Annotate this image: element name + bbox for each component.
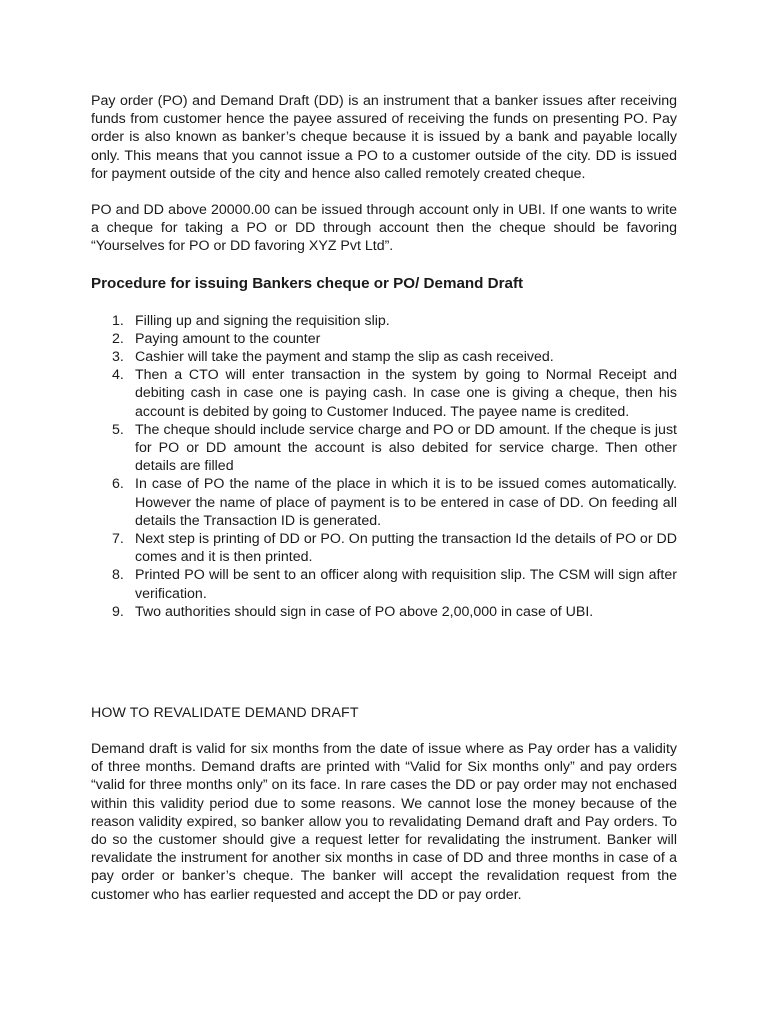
step-text: Printed PO will be sent to an officer along with requisition slip. The CSM will sign after verification.: [135, 567, 677, 602]
step-text: Filling up and signing the requisition slip.: [135, 312, 390, 329]
step-text: Paying amount to the counter: [135, 330, 321, 347]
step-number: 3.: [112, 349, 124, 366]
list-item: [91, 530, 677, 566]
step-text: Two authorities should sign in case of PO above 2,00,000 in case of UBI.: [135, 603, 594, 620]
list-item: [91, 421, 677, 476]
step-text: Then a CTO will enter transaction in the system by going to Normal Receipt and debiting cash in case one is paying cash. In case one is giving a cheque, then his account is debited by going to Customer Induced. The payee name is credited.: [135, 367, 677, 420]
document-page: [91, 92, 677, 903]
step-number: 1.: [112, 312, 124, 329]
procedure-steps-list: [91, 312, 677, 621]
intro-paragraph-1: Pay order (PO) and Demand Draft (DD) is an instrument that a banker issues after receiving funds from customer hence the payee assured of receiving the funds on presenting PO. Pay order is also known as banker’s cheque because it is issued by a bank and payable locally only. This means that you cannot issue a PO to a customer outside of the city. DD is issued for payment outside of the city and hence also called remotely created cheque.: [91, 93, 677, 182]
step-number: 2.: [112, 330, 124, 347]
list-item: [91, 330, 677, 348]
revalidate-paragraph: Demand draft is valid for six months from the date of issue where as Pay order has a validity of three months. Demand drafts are printed with “Valid for Six months only” and pay orders “valid for three months only” on its face. In rare cases the DD or pay order may not enchased within this validity period due to some reasons. We cannot lose the money because of the reason validity expired, so banker allow you to revalidating Demand draft and Pay orders. To do so the customer should give a request letter for revalidating the instrument. Banker will revalidate the instrument for another six months in case of DD and three months in case of a pay order or banker’s cheque. The banker will accept the revalidation request from the customer who has earlier requested and accept the DD or pay order.: [91, 741, 677, 903]
list-item: [91, 366, 677, 421]
step-number: 7.: [112, 531, 124, 548]
step-number: 8.: [112, 567, 124, 584]
list-item: [91, 348, 677, 366]
step-number: 6.: [112, 476, 124, 493]
revalidate-section-title: HOW TO REVALIDATE DEMAND DRAFT: [91, 705, 359, 721]
list-item: [91, 312, 677, 330]
step-text: Cashier will take the payment and stamp the slip as cash received.: [135, 349, 554, 366]
step-number: 9.: [112, 603, 124, 620]
step-number: 4.: [112, 367, 124, 384]
step-number: 5.: [112, 421, 124, 438]
intro-paragraph-2: PO and DD above 20000.00 can be issued through account only in UBI. If one wants to write a cheque for taking a PO or DD through account then the cheque should be favoring “Yourselves for PO or DD favoring XYZ Pvt Ltd”.: [91, 202, 677, 255]
list-item: [91, 475, 677, 530]
list-item: [91, 566, 677, 602]
step-text: The cheque should include service charge and PO or DD amount. If the cheque is just for PO or DD amount the account is also debited for service charge. Then other details are filled: [135, 421, 677, 475]
step-text: In case of PO the name of the place in which it is to be issued comes automatically. However the name of place of payment is to be entered in case of DD. On feeding all details the Transaction ID is generated.: [135, 476, 677, 529]
list-item: [91, 603, 677, 621]
step-text: Next step is printing of DD or PO. On putting the transaction Id the details of PO or DD comes and it is then printed.: [135, 531, 677, 566]
procedure-heading: Procedure for issuing Bankers cheque or PO/ Demand Draft: [91, 274, 524, 292]
